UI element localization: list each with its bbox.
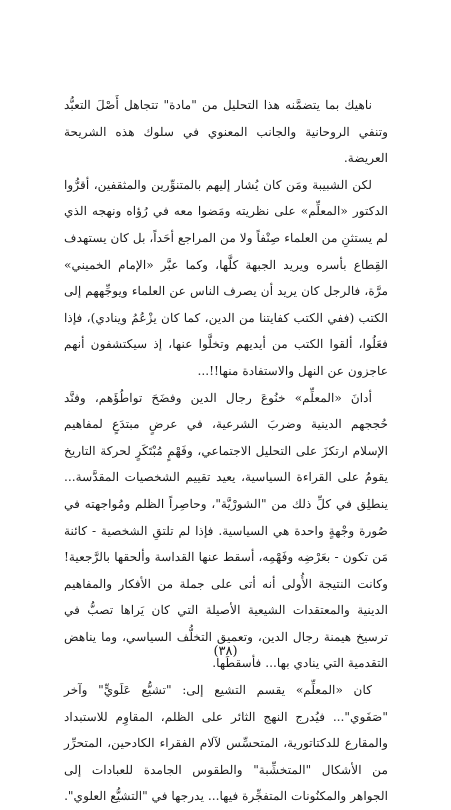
paragraph-2: لكن الشبيبة ومَن كان يُشار إليهم بالمتنوِّرين والمثقفين، أقرُّوا الدكتور «المعلِّم» على نظريته ومَضوا معه في رُؤاه ونهجه الذي لم يستثنِ من العلماء صِنْفاً ولا من المراجع أحَداً، بل كان يستهدف القِطاع بأسره ويريد الجبهة كلَّها، وكما عبَّر «الإمام الخميني» مرَّة، فالرجل كان يريد أن يصرف الناس عن العلماء ويوجِّههم إلى الكتب (ففي الكتب كفايتنا من الدين، كما كان يزْعُمُ وينادي)، فإذا فعَلُوا، ألقوا الكتب من أيديهم وتخلَّوا عنها، إذ سيكتشفون أنهم عاجزون عن النهل والاستفادة منها!!... <box>64 177 388 378</box>
paragraph-3: أدانَ «المعلِّم» خنُوعَ رجال الدين وفضَحَ تواطُؤَهم، وفنَّد حُججهم الدينية وضربَ الشرعية، في عرضٍ مبتدَعٍ لمفاهيم الإسلام ارتكزَ على التحليل الاجتماعي، وفَهْمٍ مُبْتَكَرٍ لحركة التاريخ يقومُ على القراءة السياسية، يعيد تقييم الشخصيات المقدَّسة... ينطلِق في كلِّ ذلك من "الشورْيَّة"، وحاصِراً الظلم ومُواجهته في صُورة وجْهةٍ واحدة هي السياسية. فإذا لم تلتقِ الشخصية - كائنة مَن تكون - بعَرْضِه وفَهْمِه، أسقط عنها القداسة وألحقها بالرَّجعية! وكانت النتيجة الأُولى أنه أتى على جملة من الأفكار والمفاهيم الدينية والمعتقدات الشيعية الأصيلة التي كان يَراها تصبُّ في ترسيخ هيمنة رجال الدين، وتعميق التخلُّف السياسي، وما يناهض التقدمية التي ينادي بها... فأسقطَها. <box>64 390 388 671</box>
paragraph-4: كان «المعلِّم» يقسم التشيع إلى: "تشيُّع عَلَويٍّ" وآخر "صَفَوي"... فيُدرج النهج الثائر على الظلم، المقاوِم للاستبداد والمقارع للدكتاتورية، المتحسِّس لآلام الفقراء الكادحين، المتحرِّر من الأشكال "المتخشِّبة" والطقوس الجامدة للعبادات إلى الجواهر والمكنُونات المتفجِّرة فيها... يدرجها في "التشيُّع العلوي". <box>64 683 388 804</box>
page-number: (٣٨) <box>213 644 238 659</box>
body-text <box>64 92 388 810</box>
paragraph-1: ناهيك بما يتضمَّنه هذا التحليل من "مادة" تتجاهل أَصْلَ التعبُّد وتنفي الروحانية والجانب المعنوي في سلوك هذه الشريحة العريضة. <box>64 98 388 166</box>
